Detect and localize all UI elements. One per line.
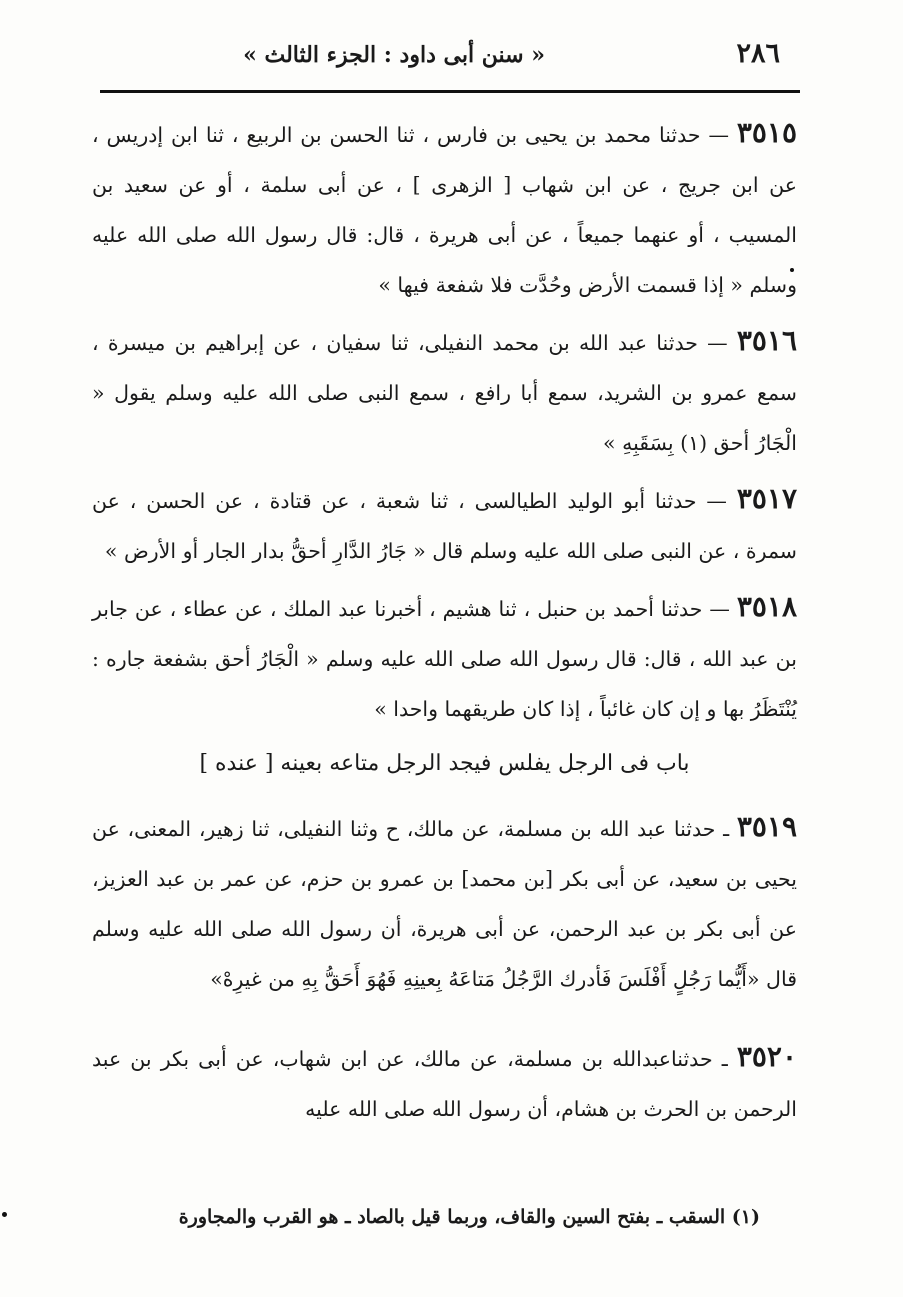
hadith-number: ٣٥١٧ — [736, 482, 797, 515]
hadith-text: — حدثنا محمد بن يحيى بن فارس ، ثنا الحسن بن الربيع ، ثنا ابن إدريس ، عن ابن جريج ، عن ابن شهاب [ الزهرى ] ، عن أبى سلمة ، أو عن سعيد بن المسيب ، أو عنهما جميعاً ، عن أبى هريرة ، قال: قال رسول الله صلى الله عليه وسلم « إذا قسمت الأرض وحُدَّت فلا شفعة فيها » — [92, 123, 797, 297]
hadith-number: ٣٥١٨ — [736, 590, 797, 623]
footnote: (١) السقب ـ بفتح السين والقاف، وربما قيل بالصاد ـ هو القرب والمجاورة — [178, 1206, 760, 1228]
hadith-3515 — [92, 108, 797, 310]
hadith-text: ـ حدثناعبدالله بن مسلمة، عن مالك، عن ابن شهاب، عن أبى بكر بن عبد الرحمن بن الحرث بن هشام، أن رسول الله صلى الله عليه — [92, 1047, 797, 1121]
hadith-text: — حدثنا أبو الوليد الطيالسى ، ثنا شعبة ، عن قتادة ، عن الحسن ، عن سمرة ، عن النبى صلى الله عليه وسلم قال « جَارُ الدَّارِ أحقُّ بدار الجار أو الأرض » — [92, 489, 797, 563]
hadith-number: ٣٥١٦ — [736, 324, 797, 357]
hadith-3518 — [92, 582, 797, 734]
header-rule — [100, 90, 800, 93]
hadith-3520 — [92, 1032, 797, 1134]
hadith-number: ٣٥٢٠ — [736, 1040, 797, 1073]
scan-speck — [790, 268, 794, 272]
hadith-number: ٣٥١٥ — [736, 116, 797, 149]
hadith-number: ٣٥١٩ — [736, 810, 797, 843]
page-number: ٢٨٦ — [736, 38, 780, 69]
running-title: « سنن أبى داود : الجزء الثالث » — [243, 42, 545, 68]
hadith-text: — حدثنا أحمد بن حنبل ، ثنا هشيم ، أخبرنا عبد الملك ، عن عطاء ، عن جابر بن عبد الله ، قال: قال رسول الله صلى الله عليه وسلم « الْجَارُ أحق بشفعة جاره : يُنْتَظَرُ بها و إن كان غائباً ، إذا كان طريقهما واحدا » — [92, 597, 797, 721]
chapter-heading: باب فى الرجل يفلس فيجد الرجل متاعه بعينه [ عنده ] — [199, 751, 690, 776]
hadith-text: ـ حدثنا عبد الله بن مسلمة، عن مالك، ح وثنا النفيلى، ثنا زهير، المعنى، عن يحيى بن سعيد، عن أبى بكر [بن محمد] بن عمرو بن حزم، عن عمر بن عبد العزيز، عن أبى بكر بن عبد الرحمن، عن أبى هريرة، أن رسول الله صلى الله عليه وسلم قال «أَيُّما رَجُلٍ أَفْلَسَ فَأدرك الرَّجُلُ مَتاعَهُ بِعينِهِ فَهُوَ أَحَقُّ بِهِ من غيرِهْ» — [92, 817, 797, 991]
page-header — [100, 36, 800, 76]
scan-speck — [2, 1212, 7, 1217]
hadith-3519 — [92, 802, 797, 1004]
hadith-3516 — [92, 316, 797, 468]
page-body — [92, 108, 797, 1134]
hadith-text: — حدثنا عبد الله بن محمد النفيلى، ثنا سفيان ، عن إبراهيم بن ميسرة ، سمع عمرو بن الشريد، سمع أبا رافع ، سمع النبى صلى الله عليه وسلم يقول « الْجَارُ أحق (١) بِسَقَبِهِ » — [92, 331, 797, 455]
hadith-3517 — [92, 474, 797, 576]
